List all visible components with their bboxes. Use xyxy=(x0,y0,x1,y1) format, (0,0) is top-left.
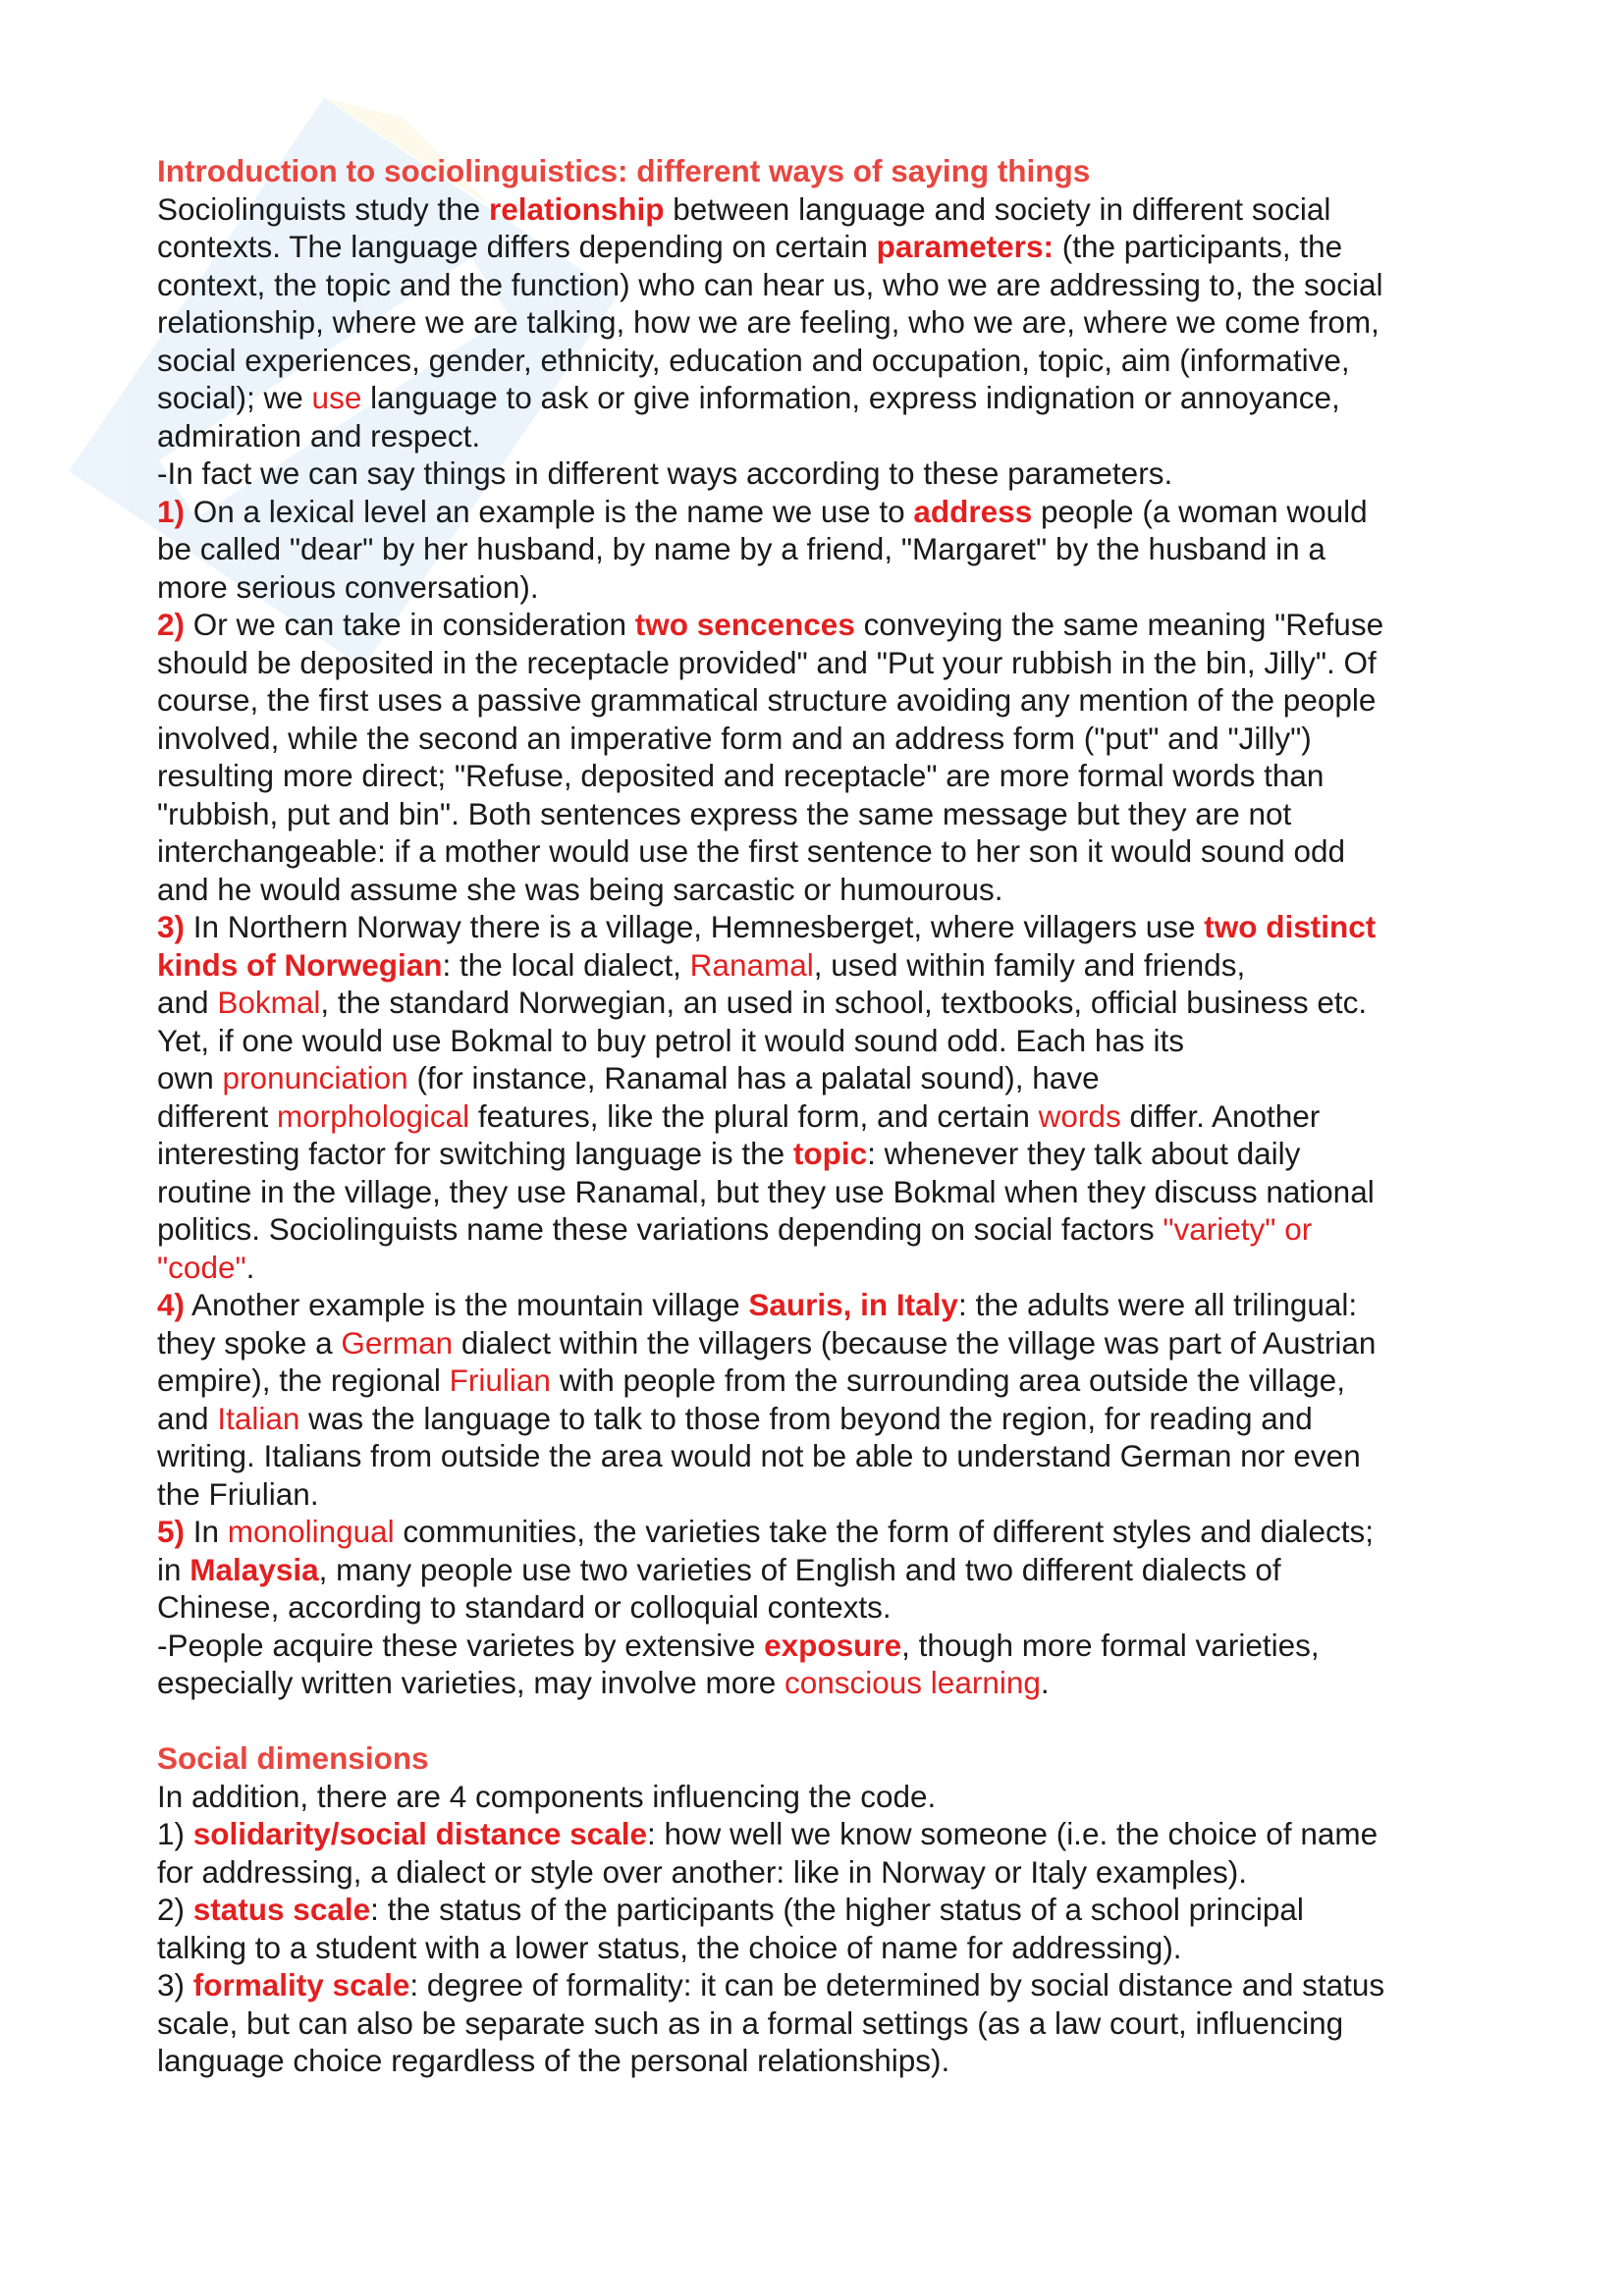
text-line: and he would assume she was being sarcastic or humourous. xyxy=(157,871,1003,907)
text-line: the Friulian. xyxy=(157,1475,319,1512)
text-line: Chinese, according to standard or colloquial contexts. xyxy=(157,1589,892,1625)
highlighted-term: Friulian xyxy=(449,1362,551,1398)
dimension-description: : the status of the participants (the higher status of a school principal xyxy=(370,1892,1304,1927)
text-line: social experiences, gender, ethnicity, education and occupation, topic, aim (informative, xyxy=(157,342,1350,378)
social-dimensions-list xyxy=(157,1815,1473,2080)
text-line xyxy=(157,1324,1473,1362)
text-line xyxy=(157,190,1473,229)
social-dimensions-intro: In addition, there are 4 components influencing the code. xyxy=(157,1778,937,1814)
text-line: course, the first uses a passive grammatical structure avoiding any mention of the people xyxy=(157,682,1377,718)
text-run: and xyxy=(157,985,218,1020)
dimension-description: : degree of formality: it can be determined by social distance and status xyxy=(409,1967,1385,2002)
text-run: (for instance, Ranamal has a palatal sound), have xyxy=(407,1060,1100,1095)
text-line xyxy=(157,1135,1473,1173)
text-run: language to ask or give information, express indignation or annoyance, xyxy=(361,380,1340,415)
text-run: and xyxy=(157,1400,218,1436)
text-line: should be deposited in the receptacle provided" and "Put your rubbish in the bin, Jilly". Of xyxy=(157,644,1377,680)
text-line: routine in the village, they use Ranamal, but they use Bokmal when they discuss national xyxy=(157,1173,1375,1209)
highlighted-term: Sauris, in Italy xyxy=(748,1287,958,1322)
text-run: Or we can take in consideration xyxy=(185,607,635,642)
text-run: : the local dialect, xyxy=(442,946,690,983)
text-line xyxy=(157,984,1473,1022)
text-run: -People acquire these varietes by extensive xyxy=(157,1627,765,1663)
text-run: especially written varieties, may involve more xyxy=(157,1665,784,1700)
intro-paragraph xyxy=(157,190,1473,493)
text-line xyxy=(157,1286,1473,1324)
text-line: relationship, where we are talking, how we are feeling, who we are, where we come from, xyxy=(157,304,1380,340)
text-line: more serious conversation). xyxy=(157,568,539,605)
highlighted-term: parameters: xyxy=(876,229,1054,264)
text-line xyxy=(157,1362,1473,1400)
text-run: , many people use two varieties of English and two different dialects of xyxy=(318,1551,1281,1587)
text-line xyxy=(157,228,1473,266)
highlighted-term: address xyxy=(913,493,1033,529)
highlighted-term: pronunciation xyxy=(222,1060,408,1095)
text-run: , used within family and friends, xyxy=(813,946,1246,983)
highlighted-term: morphological xyxy=(277,1097,470,1134)
item-number: 3) xyxy=(157,909,186,944)
text-line: scale, but can also be separate such as in a formal settings (as a law court, influencing xyxy=(157,2004,1344,2041)
text-run: different xyxy=(157,1097,278,1134)
text-run: own xyxy=(157,1060,223,1095)
section-title-social-dimensions: Social dimensions xyxy=(157,1740,429,1776)
highlighted-term: topic xyxy=(792,1136,868,1171)
text-run: Another example is the mountain village xyxy=(185,1287,749,1322)
item-number: 4) xyxy=(157,1287,186,1322)
text-run: In xyxy=(185,1514,228,1549)
item-number: 2) xyxy=(157,607,186,642)
item-number: 5) xyxy=(157,1514,186,1549)
section-title-intro: Introduction to sociolinguistics: different ways of saying things xyxy=(157,153,1091,188)
highlighted-term: Bokmal xyxy=(217,985,321,1020)
highlighted-term: exposure xyxy=(764,1627,902,1663)
text-run: . xyxy=(245,1249,255,1285)
item-number: 3) xyxy=(157,1967,193,2002)
text-run: In Northern Norway there is a village, Hemnesberget, where villagers use xyxy=(185,909,1205,944)
text-line xyxy=(157,606,1473,644)
paragraph-4 xyxy=(157,1286,1473,1513)
text-line: "rubbish, put and bin". Both sentences express the same message but they are not xyxy=(157,795,1292,831)
paragraph-3 xyxy=(157,908,1473,1286)
paragraph-1 xyxy=(157,493,1473,607)
paragraph-2 xyxy=(157,606,1473,908)
social-dimension-item xyxy=(157,1966,1473,2004)
text-line xyxy=(157,946,1473,985)
text-line xyxy=(157,1059,1473,1097)
text-run: they spoke a xyxy=(157,1324,342,1361)
item-number: 1) xyxy=(157,493,186,529)
text-line: for addressing, a dialect or style over another: like in Norway or Italy examples). xyxy=(157,1853,1247,1890)
text-run: (the participants, the xyxy=(1053,229,1343,264)
text-line: be called "dear" by her husband, by name by a friend, "Margaret" by the husband in a xyxy=(157,531,1325,566)
highlighted-term: Malaysia xyxy=(189,1551,319,1587)
text-run: politics. Sociolinguists name these variations depending on social factors xyxy=(157,1211,1163,1247)
document-page xyxy=(157,152,1473,2080)
highlighted-term: two sencences xyxy=(634,607,855,642)
text-line: context, the topic and the function) who can hear us, who we are addressing to, the social xyxy=(157,266,1383,302)
text-line xyxy=(157,1513,1473,1551)
text-line: resulting more direct; "Refuse, deposited and receptacle" are more formal words than xyxy=(157,758,1325,793)
highlighted-term: relationship xyxy=(488,190,665,227)
text-line xyxy=(157,1249,1473,1287)
text-line xyxy=(157,1551,1473,1589)
text-run: was the language to talk to those from beyond the region, for reading and xyxy=(299,1400,1313,1436)
item-number: 2) xyxy=(157,1892,193,1927)
highlighted-term: "code" xyxy=(157,1249,246,1285)
highlighted-term: monolingual xyxy=(227,1514,395,1549)
text-run: . xyxy=(1040,1665,1050,1700)
highlighted-term: kinds of Norwegian xyxy=(157,946,443,983)
text-run: : whenever they talk about daily xyxy=(867,1136,1301,1171)
text-line: talking to a student with a lower status, the choice of name for addressing). xyxy=(157,1929,1182,1965)
paragraph-5 xyxy=(157,1513,1473,1702)
text-line xyxy=(157,1400,1473,1438)
text-run: differ. Another xyxy=(1120,1097,1321,1134)
text-run: features, like the plural form, and certain xyxy=(469,1097,1039,1134)
text-run: people (a woman would xyxy=(1032,493,1368,529)
social-dimension-item xyxy=(157,1815,1473,1853)
dimension-description: : how well we know someone (i.e. the choice of name xyxy=(647,1816,1379,1851)
highlighted-term: Italian xyxy=(217,1400,300,1436)
text-run: conveying the same meaning "Refuse xyxy=(854,607,1384,642)
text-line: interchangeable: if a mother would use the first sentence to her son it would sound odd xyxy=(157,833,1345,869)
dimension-term: status scale xyxy=(192,1892,371,1927)
highlighted-term: use xyxy=(311,380,362,415)
text-run: interesting factor for switching language is the xyxy=(157,1136,793,1171)
text-line xyxy=(157,379,1473,417)
text-line xyxy=(157,908,1473,946)
highlighted-term: Ranamal xyxy=(689,946,814,983)
text-line xyxy=(157,1664,1473,1702)
highlighted-term: "variety" or xyxy=(1163,1211,1313,1247)
text-run: , the standard Norwegian, an used in school, textbooks, official business etc. xyxy=(320,985,1368,1020)
text-run: On a lexical level an example is the name we use to xyxy=(185,493,914,529)
text-line xyxy=(157,1097,1473,1136)
text-line: writing. Italians from outside the area would not be able to understand German nor even xyxy=(157,1438,1361,1473)
text-line: language choice regardless of the personal relationships). xyxy=(157,2043,950,2078)
social-dimension-item xyxy=(157,1891,1473,1929)
item-number: 1) xyxy=(157,1816,193,1851)
text-line: Yet, if one would use Bokmal to buy petrol it would sound odd. Each has its xyxy=(157,1022,1184,1058)
text-run: dialect within the villagers (because the village was part of Austrian xyxy=(453,1324,1377,1361)
text-line: admiration and respect. xyxy=(157,417,481,454)
dimension-term: solidarity/social distance scale xyxy=(192,1816,647,1851)
text-run: communities, the varieties take the form of different styles and dialects; xyxy=(394,1514,1375,1549)
text-run: in xyxy=(157,1551,190,1587)
text-run: , though more formal varieties, xyxy=(901,1627,1320,1663)
text-run: between language and society in different social xyxy=(664,190,1331,227)
text-line: -In fact we can say things in different ways according to these parameters. xyxy=(157,455,1173,491)
text-line xyxy=(157,1627,1473,1665)
text-line xyxy=(157,1210,1473,1249)
highlighted-term: two distinct xyxy=(1204,909,1377,944)
blank-line xyxy=(157,1702,1473,1740)
text-run: social); we xyxy=(157,380,312,415)
highlighted-term: German xyxy=(341,1324,454,1361)
text-run: contexts. The language differs depending on certain xyxy=(157,229,877,264)
highlighted-term: conscious learning xyxy=(784,1665,1041,1700)
text-line xyxy=(157,493,1473,531)
highlighted-term: words xyxy=(1038,1097,1121,1134)
text-run: with people from the surrounding area outside the village, xyxy=(550,1362,1345,1398)
dimension-term: formality scale xyxy=(192,1967,410,2002)
text-run: Sociolinguists study the xyxy=(157,190,489,227)
text-line: involved, while the second an imperative form and an address form ("put" and "Jilly") xyxy=(157,720,1312,756)
text-run: : the adults were all trilingual: xyxy=(957,1287,1358,1322)
text-run: empire), the regional xyxy=(157,1362,450,1398)
